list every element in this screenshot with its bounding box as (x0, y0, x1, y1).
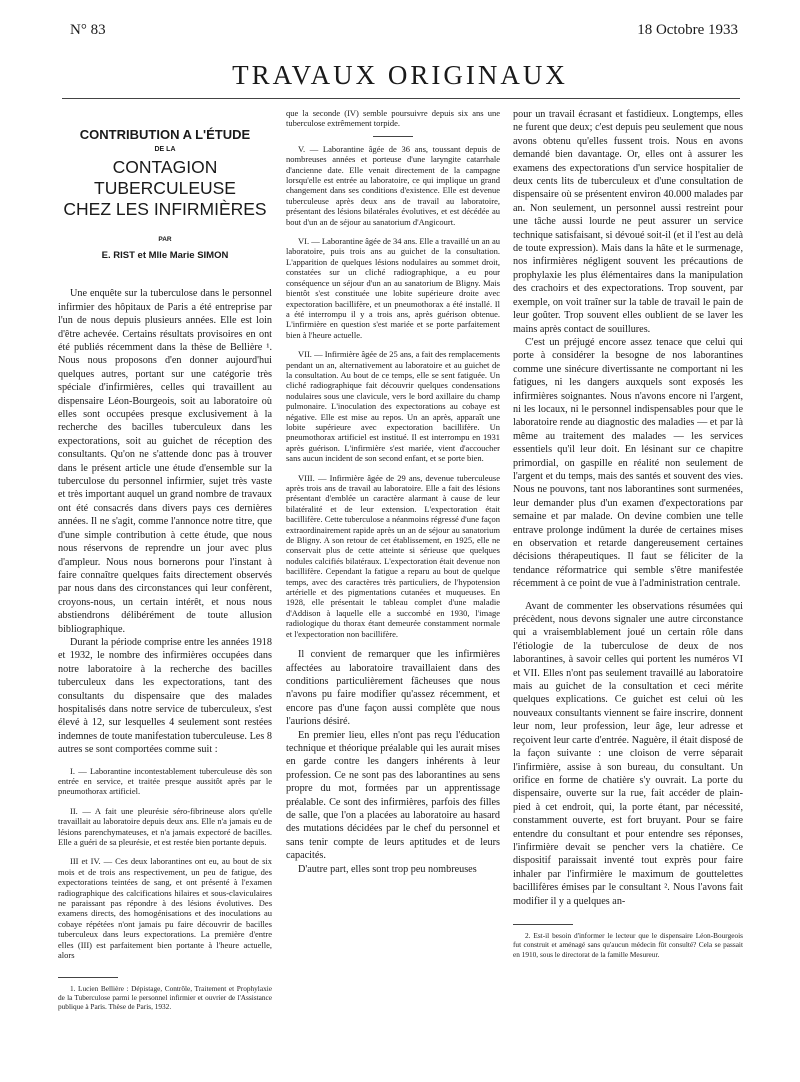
case-2: II. — A fait une pleurésie séro-fibrineuse alors qu'elle travaillait au laboratoire depuis deux ans. Elle n'a jamais eu de lésions parenchymateuses, et n'a jamais expectoré de bacilles. Elle a guéri de sa pleurésie, et est restée bien portante depuis. (58, 805, 272, 848)
case-divider (373, 136, 413, 137)
issue-number: N° 83 (70, 22, 106, 38)
case-7: VII. — Infirmière âgée de 25 ans, a fait des remplacements pendant un an, alternativement au laboratoire et au guichet de la consultation. Au bout de ce temps, elle se sent fatiguée. Un cliché radiographique fait découvrir quelques condensations nodulaires sous une clavicule, vers le bord axillaire du champ pulmonaire. L'inoculation des expectorations au cobaye est négative. Elle est mise au repos. Un an après, apparaît une lobite supérieure avec expectoration bacillifère. Un pneumothorax artificiel est institué. Il est interrompu en 1931 après guérison. L'infirmière s'est mariée, vient d'accoucher sans aucun incident de son second enfant, et se porte bien. (286, 349, 500, 464)
section-rule (62, 98, 740, 99)
article-authors: E. RIST et Mlle Marie SIMON (101, 249, 229, 261)
article-title-line-3: CONTAGION TUBERCULEUSE (94, 157, 236, 199)
case-3-4: III et IV. — Ces deux laborantines ont eu, au bout de six mois et de trois ans respectivement, un peu de fatigue, des expectorations teintées de sang, et ont présenté à l'examen radiographique des calcifications hilaires et sous-claviculaires ne paraissant pas répondre à des lésions évolutives. Des examens directs, des homogénisations et des inoculations au cobaye répétées n'ont jamais pu faire découvrir de bacilles tuberculeux dans leurs expectorations. La première d'entre elles (III) est parfaitement bien portante à l'heure actuelle, alors (58, 856, 272, 961)
title-spacer (58, 261, 272, 287)
workload-paragraph: pour un travail écrasant et fastidieux. Longtemps, elles ne furent que deux; c'est depuis peu seulement que nous avons obtenu qu'elles fussent trois. Nous en avons demandé bien davantage. Or, elles ont à assurer les examens des expectorations d'un service hospitalier de deux cents lits de tuberculeux et d'une consultation de dispensaire où se présentent environ 40.000 malades par an. Non seulement, un personnel aussi restreint pour une tâche aussi lourde ne peut assurer un service technique satisfaisant, si dévoué soit-il (et il l'est au delà de toute expression). Mais dans la hâte et le surmenage, nos infirmières négligent souvent les précautions de prophylaxie les plus élémentaires dans la manipulation des crachoirs et des expectorations. Trop souvent, par exemple, on voit traîner sur la table de travail le pain de leur goûter. Trop souvent elles oublient de se laver les mains après contact de souillures. (513, 109, 743, 335)
article-title-block (58, 129, 272, 261)
article-title-line-4: CHEZ LES INFIRMIÈRES (63, 199, 267, 220)
section-title: TRAVAUX ORIGINAUX (232, 60, 568, 90)
prejudice-paragraph: C'est un préjugé encore assez tenace que celui qui porte à considérer la besogne de nos laborantines comme une sinécure divertissante ne comportant ni les fatigues, ni les dangers auxquels sont exposés les infirmières soignantes. Nous n'avons encore ni l'argent, ni les locaux, ni le personnel indispensables pour que le laboratoire rende au diagnostic des maladies — et par là même au traitement des malades — les services essentiels qu'il leur doit. En lésinant sur ce chapitre primordial, on gaspille en réalité non seulement de l'argent et du temps, mais des santés et souvent des vies. Nous ne pouvons, tant nos laborantines sont surmenées, leur demander plus d'un examen d'expectorations par semaine et par malade. On devine combien une telle entrave prolonge indûment la durée de certaines mises en observation et retarde dangereusement certaines décisions thérapeutiques. Il faut se féliciter de la tendance réformatrice qui semble s'être manifestée récemment à ce point de vue à l'administration centrale. (513, 336, 743, 590)
column-1 (58, 108, 272, 1012)
period-paragraph: Durant la période comprise entre les années 1918 et 1932, le nombre des infirmières occupées dans notre laboratoire à la recherche des bacilles tuberculeux dans les expectorations, tant des consultants du dispensaire que des malades hospitalisés dans notre service de tuberculeux, s'est élevé à 12, sur lesquelles 4 seulement sont restées indemnes de toute manifestation tuberculeuse. Les 8 autres se sont comportées comme suit : (58, 636, 272, 756)
education-paragraph: En premier lieu, elles n'ont pas reçu l'éducation technique et théorique préalable qui les aurait mises en garde contre les dangers inhérents à leur profession. Ce ne sont pas des laborantines au sens propre du mot, formées par un apprentissage préalable. Ce sont des infirmières, parfois des filles de salle, que l'on a placées au laboratoire au hasard des mutations décidées par le chef du personnel et sans tenir compte de leurs aptitudes et de leurs capacités. (286, 729, 500, 862)
article-par: PAR (158, 236, 172, 244)
case-1: I. — Laborantine incontestablement tuberculeuse dès son entrée en service, et traitée presque aussitôt après par le pneumothorax artificiel. (58, 765, 272, 797)
case-6: VI. — Laborantine âgée de 34 ans. Elle a travaillé un an au laboratoire, puis trois ans au guichet de la consultation. L'apparition de quelques lésions nodulaires au sommet droit, constatées sur un cliché radiographique, a eu pour conséquence un séjour d'un an au sanatorium de Bligny. Mais bientôt s'est constituée une lobite supérieure droite avec expectoration bacillifère, et un pneumothorax a été installé. Il a été interrompu il y a trois ans, après guérison obtenue. L'infirmière en question s'est mariée et se porte parfaitement bien à l'heure actuelle. (286, 236, 500, 340)
page-header (70, 22, 738, 44)
issue-date: 18 Octobre 1933 (637, 22, 738, 38)
case-4-continuation: que la seconde (IV) semble poursuivre depuis six ans une tuberculose extrêmement torpide. (286, 108, 500, 129)
intro-paragraph: Une enquête sur la tuberculose dans le personnel infirmier des hôpitaux de Paris a été entreprise par l'un de nous depuis plusieurs années. Elle est loin d'être achevée. Certains résultats provisoires en ont été publiés récemment dans la thèse de Bellière ¹. Nous nous proposons d'en donner aujourd'hui quelques autres, portant sur une catégorie très spéciale d'infirmières, celles qui travaillent au dispensaire Léon-Bourgeois, soit au laboratoire où elles sont occupées presque exclusivement à la recherche des bacilles tuberculeux dans les expectorations, soit au guichet de réception des consultants. Qu'on ne s'attende donc pas à trouver dans le présent article une étude d'ensemble sur la tuberculose du personnel infirmier, sujet très vaste et très important auquel un grand nombre de travaux ont été consacrés dans divers pays ces dernières années. Il ne s'agit, comme l'annonce notre titre, que d'une simple contribution à cette étude, que nous nous réservons de reprendre un jour avec plus d'ampleur. Nous nous bornerons pour l'instant à faire connaître quelques faits directement observés par nous dans des circonstances qui leur confèrent, croyons-nous, un certain intérêt, et nous nous abstiendrons délibérément de toute allusion bibliographique. (58, 288, 272, 635)
guichet-paragraph: Avant de commenter les observations résumées qui précèdent, nous devons signaler une autre circonstance qui a vraisemblablement joué un certain rôle dans l'étiologie de la tuberculose de deux de nos laborantines, à savoir celles qui portent les numéros VI et VII. Elles n'ont pas seulement travaillé au laboratoire mais au guichet de la consultation et ceci mérite quelques explications. Ce guichet est celui où les nouveaux consultants viennent se faire inscrire, donnent leur nom, leur profession, leur âge, leur adresse et reçoivent leur carte d'entrée. Naguère, il était disposé de la façon suivante : une cloison de verre séparait l'infirmière, assise à son bureau, du consultant. Un orifice en forme de chatière s'y ouvrait. La porte du dispensaire, ouverte sur la rue, fait accéder de plain-pied à cet endroit, qui, la porte étant, par nécessité, constamment ouverte, est fort bruyant. Pour se faire entendre du consultant et pour entendre ses réponses, l'infirmière devait se pencher vers la chatière. Ce dispositif paraissait inventé tout exprès pour faire inhaler par l'infirmière le maximum de gouttelettes bacillifères émises par le consultant ². Nous l'avons fait modifier il y a quelques an- (513, 600, 743, 907)
case-5: V. — Laborantine âgée de 36 ans, toussant depuis de nombreuses années et porteuse d'une laryngite catarrhale d'ancienne date. Elle venait directement de la campagne lorsqu'elle est entrée au laboratoire, ce qui implique un grand changement dans ses conditions d'existence. Elle est devenue tuberculeuse après deux ans de travail au laboratoire, présentant des lésions bilatérales évolutives, et est décédée au bout d'un an de séjour au sanatorium d'Angicourt. (286, 143, 500, 227)
article-title-line-2: DE LA (154, 145, 176, 153)
column-3 (513, 108, 743, 959)
case-8: VIII. — Infirmière âgée de 29 ans, devenue tuberculeuse après trois ans de travail au laboratoire. Elle a fait des lésions présentant d'emblée un caractère alarmant à cause de leur bilatéralité et de leur extension. L'expectoration était bacillifère. Cette tuberculose a néanmoins régressé d'une façon extraordinairement rapide après un an de séjour au sanatorium de Bligny. A son retour de cet établissement, en 1925, elle ne conservait plus de cette atteinte si sérieuse que quelques nodules calcifiés bilatéraux. L'expectoration était devenue non bacillifère. Cependant la fatigue a reparu au bout de quelque temps, avec des caractères très particuliers, de l'hypotension artérielle et des pigmentations cutanées et muqueuses. En 1928, elle présentait le tableau complet d'une maladie d'Addison à laquelle elle a succombé en 1930, l'image radiologique du thorax étant demeurée constamment normale et l'expectoration non bacillifère. (286, 472, 500, 639)
footnote-rule-2 (513, 924, 573, 925)
remark-paragraph: Il convient de remarquer que les infirmières affectées au laboratoire travaillaient dans des conditions particulièrement fâcheuses que nous n'avons pu faire modifier qu'assez récemment, et encore pas d'une façon aussi complète que nous l'aurions désiré. (286, 649, 500, 728)
column-2 (286, 108, 500, 876)
footnote-2: 2. Est-il besoin d'informer le lecteur que le dispensaire Léon-Bourgeois fut construit et aménagé sans qu'aucun médecin fût consulté? Cela se passait en 1910, sous le directorat de la famille Mesureur. (513, 930, 743, 959)
staffing-paragraph: D'autre part, elles sont trop peu nombreuses (298, 863, 477, 875)
article-title-line-1: CONTRIBUTION A L'ÉTUDE (79, 127, 251, 142)
footnote-rule (58, 977, 118, 978)
footnote-1: 1. Lucien Bellière : Dépistage, Contrôle, Traitement et Prophylaxie de la Tuberculose parmi le personnel infirmier et ouvrier de l'Assistance publique à Paris. Thèse de Paris, 1932. (58, 983, 272, 1012)
